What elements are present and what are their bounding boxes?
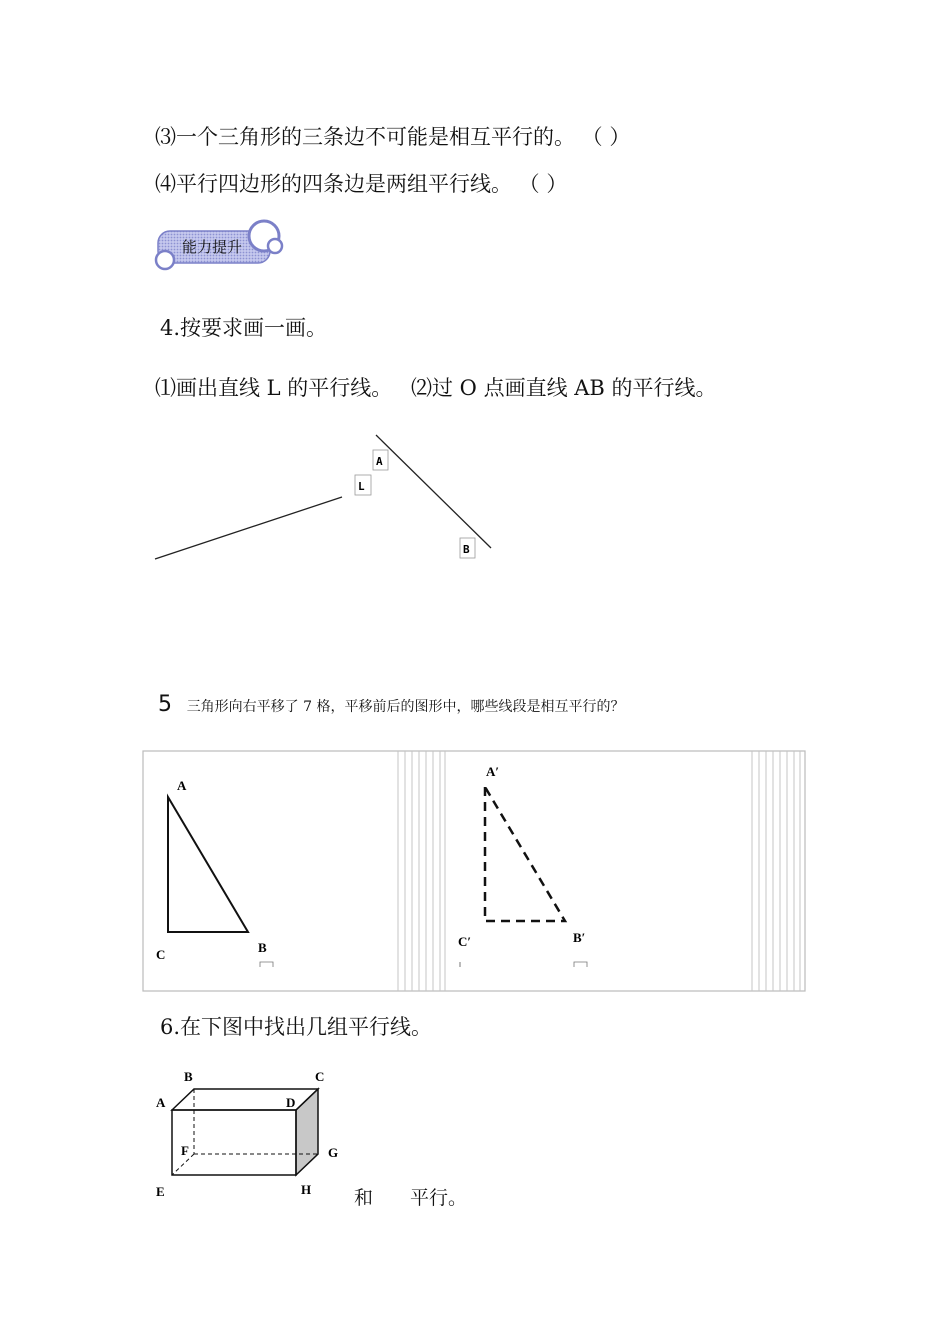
label-b: B xyxy=(463,543,470,556)
label-prism-a: A xyxy=(156,1095,166,1110)
label-prism-b: B xyxy=(184,1069,193,1084)
question-5-text: 三角形向右平移了 7 格，平移前后的图形中，哪些线段是相互平行的？ xyxy=(186,699,625,715)
badge-label: 能力提升 xyxy=(182,238,243,256)
label-tri-c-prime: C′ xyxy=(458,934,472,949)
label-tri-a: A xyxy=(177,778,187,793)
answer-parallel: 平行。 xyxy=(410,1187,468,1209)
label-tri-c: C xyxy=(156,947,166,962)
question-5-number: 5 xyxy=(158,692,172,717)
label-tri-b: B xyxy=(258,940,267,955)
question-6-title: 6.在下图中找出几组平行线。 xyxy=(160,1015,433,1039)
label-tri-b-prime: B′ xyxy=(573,930,586,945)
label-prism-g: G xyxy=(328,1145,339,1160)
label-l: L xyxy=(358,480,365,493)
question-4-sub1: ⑴画出直线 L 的平行线。 xyxy=(155,376,393,400)
prism-right-face xyxy=(296,1089,318,1175)
question-4-sub2: ⑵过 O 点画直线 AB 的平行线。 xyxy=(411,376,717,400)
question-3-true-false: ⑶一个三角形的三条边不可能是相互平行的。 （ ） xyxy=(155,125,631,149)
label-tri-a-prime: A′ xyxy=(486,764,500,779)
question-4-title: 4.按要求画一画。 xyxy=(160,316,328,340)
label-prism-d: D xyxy=(286,1095,296,1110)
label-prism-c: C xyxy=(315,1069,325,1084)
label-a: A xyxy=(376,455,383,468)
prism-front-face xyxy=(172,1110,296,1175)
answer-and: 和 xyxy=(354,1187,374,1209)
label-prism-f: F xyxy=(181,1143,189,1158)
label-prism-h: H xyxy=(301,1182,312,1197)
question-4-true-false: ⑷平行四边形的四条边是两组平行线。 （ ） xyxy=(155,172,568,196)
label-prism-e: E xyxy=(156,1184,165,1199)
